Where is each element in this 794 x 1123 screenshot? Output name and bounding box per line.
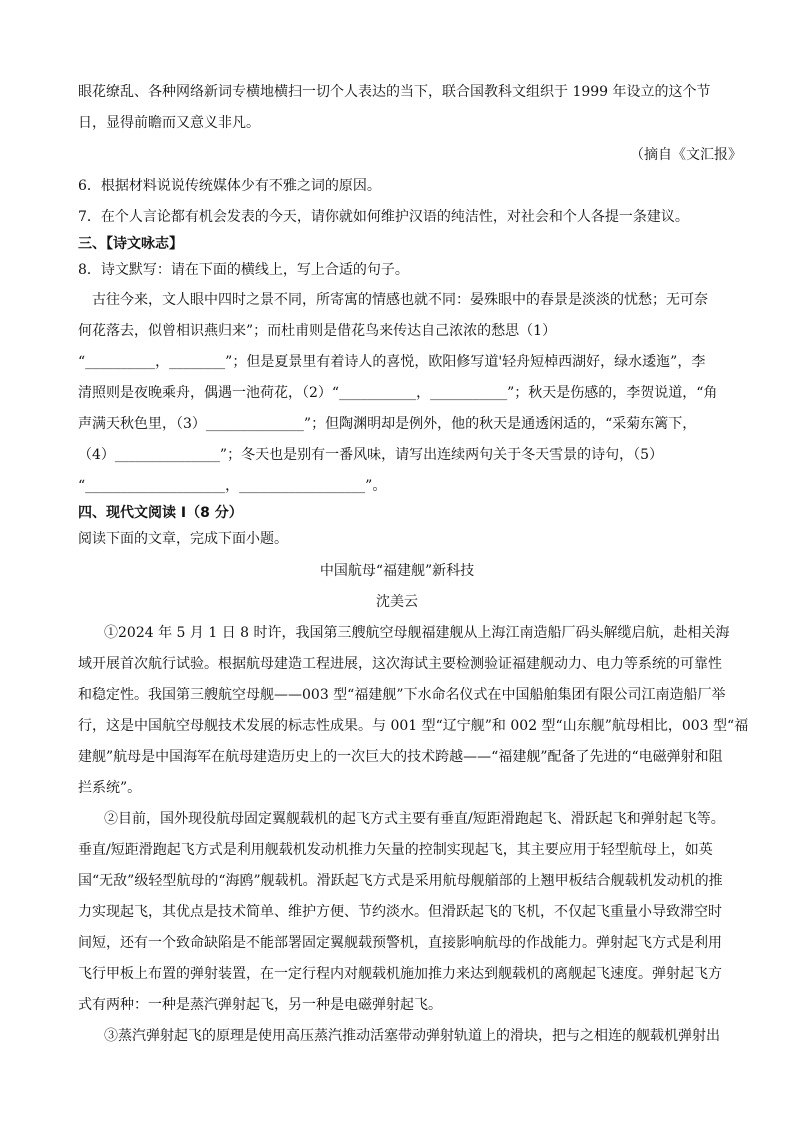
article-paragraph-line: 行，这是中国航空母舰技术发展的标志性成果。与 001 型“辽宁舰”和 002 型“山东舰”航母相比，003 型“福 [78, 718, 749, 734]
article-paragraph-line: 和稳定性。我国第三艘航空母舰——003 型“福建舰”下水命名仪式在中国船舶集团有限公司江南造船厂举 [78, 687, 726, 703]
poem-paragraph-line: 清照则是夜晚乘舟，偶遇一池荷花，（2）“___________，___________”；秋天是伤感的，李贺说道，“角 [78, 385, 718, 401]
intro-line-2: 日，显得前瞻而又意义非凡。 [78, 115, 260, 131]
poem-paragraph-line: “__________，________”；但是夏景里有着诗人的喜悦，欧阳修写道'轻舟短棹西湖好，绿水逶迤”，李 [78, 354, 706, 370]
section-4-heading: 四、现代文阅读 I（8 分） [78, 505, 243, 521]
intro-line-1: 眼花缭乱、各种网络新词专横地横扫一切个人表达的当下，联合国教科文组织于 1999 年设立的这个节 [78, 84, 711, 100]
poem-paragraph-line: 声满天秋色里，（3）______________”；但陶渊明却是例外，他的秋天是通透闲适的，“采菊东篱下， [78, 416, 697, 432]
article-paragraph-line: 式有两种：一种是蒸汽弹射起飞，另一种是电磁弹射起飞。 [78, 997, 442, 1013]
poem-paragraph-line: 何花落去，似曾相识燕归来”；而杜甫则是借花鸟来传达自己浓浓的愁思（1） [78, 323, 557, 339]
article-paragraph-line: ②目前，国外现役航母固定翼舰载机的起飞方式主要有垂直/短距滑跑起飞、滑跃起飞和弹射起飞等。 [104, 811, 725, 827]
article-paragraph-line: 飞行甲板上布置的弹射装置，在一定行程内对舰载机施加推力来达到舰载机的离舰起飞速度。弹射起飞方 [78, 966, 722, 982]
reading-instruction: 阅读下面的文章，完成下面小题。 [78, 531, 288, 547]
poem-paragraph-line: 古往今来，文人眼中四时之景不同，所寄寓的情感也就不同：晏殊眼中的春景是淡淡的忧愁；无可奈 [92, 292, 708, 308]
article-paragraph-line: 国“无敌”级轻型航母的“海鸥”舰载机。滑跃起飞方式是采用航母舰艏部的上翘甲板结合舰载机发动机的推 [78, 873, 723, 889]
article-paragraph-line: 建舰”航母是中国海军在航母建造历史上的一次巨大的技术跨越——“福建舰”配备了先进的“电磁弹射和阻 [78, 749, 723, 765]
article-paragraph-line: ③蒸汽弹射起飞的原理是使用高压蒸汽推动活塞带动弹射轨道上的滑块，把与之相连的舰载机弹射出 [104, 1028, 720, 1044]
article-paragraph-line: 域开展首次航行试验。根据航母建造工程进展，这次海试主要检测验证福建舰动力、电力等系统的可靠性 [78, 656, 722, 672]
article-paragraph-line: 拦系统”。 [78, 780, 142, 796]
section-3-heading: 三、【诗文咏志】 [78, 236, 183, 252]
question-6: 6．根据材料说说传统媒体少有不雅之词的原因。 [78, 178, 381, 194]
poem-paragraph-line: （4）_______________”；冬天也是别有一番风味，请写出连续两句关于冬天雪景的诗句，（5） [78, 447, 663, 463]
article-paragraph-line: 力实现起飞，其优点是技术简单、维护方便、节约淡水。但滑跃起飞的飞机，不仅起飞重量小导致滞空时 [78, 904, 722, 920]
poem-paragraph-line: “____________________，__________________”。 [78, 478, 387, 494]
article-title: 中国航母“福建舰”新科技 [319, 563, 475, 579]
article-author: 沈美云 [376, 594, 418, 610]
source-citation: （摘自《文汇报》 [630, 147, 742, 163]
question-7: 7．在个人言论都有机会发表的今天，请你就如何维护汉语的纯洁性，对社会和个人各提一条建议。 [78, 209, 689, 225]
question-8: 8．诗文默写：请在下面的横线上，写上合适的句子。 [78, 262, 409, 278]
article-paragraph-line: 间短，还有一个致命缺陷是不能部署固定翼舰载预警机，直接影响航母的作战能力。弹射起飞方式是利用 [78, 935, 722, 951]
article-paragraph-line: ①2024 年 5 月 1 日 8 时许，我国第三艘航空母舰福建舰从上海江南造船厂码头解缆启航，赴相关海 [104, 625, 730, 641]
article-paragraph-line: 垂直/短距滑跑起飞方式是利用舰载机发动机推力矢量的控制实现起飞，其主要应用于轻型航母上，如英 [78, 842, 713, 858]
